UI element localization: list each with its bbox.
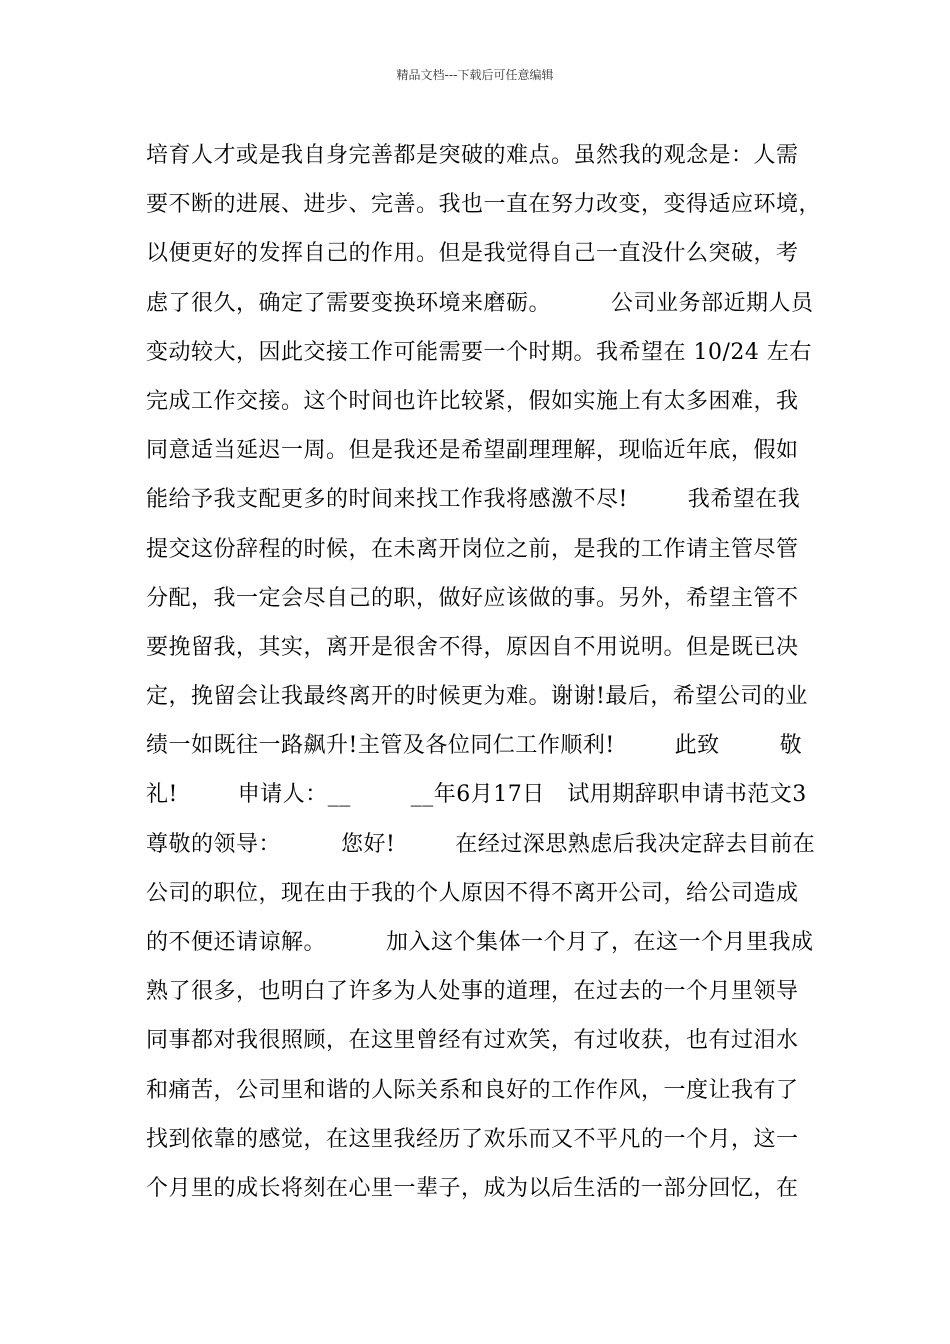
text-line: 和痛苦，公司里和谐的人际关系和良好的工作作风，一度让我有了 [146, 1077, 799, 1103]
text-line: 礼! 申请人：__ __年6月17日 试用期辞职申请书范文3 [146, 782, 807, 808]
text-line: 找到依靠的感觉，在这里我经历了欢乐而又不平凡的一个月，这一 [146, 1126, 799, 1152]
text-line: 个月里的成长将刻在心里一辈子，成为以后生活的一部分回忆，在 [146, 1175, 799, 1201]
text-line: 熟了很多，也明白了许多为人处事的道理，在过去的一个月里领导 [146, 979, 799, 1005]
text-line: 培育人才或是我自身完善都是突破的难点。虽然我的观念是：人需 [146, 143, 799, 168]
text-line: 要不断的进展、进步、完善。我也一直在努力改变，变得适应环境， [146, 192, 822, 218]
text-line: 公司的职位，现在由于我的个人原因不得不离开公司，给公司造成 [146, 880, 799, 906]
text-line: 分配，我一定会尽自己的职，做好应该做的事。另外，希望主管不 [146, 585, 799, 611]
text-line: 变动较大，因此交接工作可能需要一个时期。我希望在 10/24 左右 [146, 339, 812, 365]
text-line: 完成工作交接。这个时间也许比较紧，假如实施上有太多困难，我 [146, 388, 799, 414]
text-line: 同事都对我很照顾，在这里曾经有过欢笑，有过收获，也有过泪水 [146, 1028, 799, 1054]
text-line: 提交这份辞程的时候，在未离开岗位之前，是我的工作请主管尽管 [146, 536, 799, 562]
text-line: 要挽留我，其实，离开是很舍不得，原因自不用说明。但是既已决 [146, 634, 799, 660]
text-line: 定，挽留会让我最终离开的时候更为难。谢谢!最后，希望公司的业 [146, 684, 808, 710]
text-line: 的不便还请谅解。 加入这个集体一个月了，在这一个月里我成 [146, 930, 814, 955]
body-text [146, 131, 822, 1213]
text-line: 同意适当延迟一周。但是我还是希望副理理解，现临近年底，假如 [146, 438, 799, 464]
text-line: 尊敬的领导： 您好! 在经过深思熟虑后我决定辞去目前在 [146, 831, 816, 857]
text-line: 虑了很久，确定了需要变换环境来磨砺。 公司业务部近期人员 [146, 290, 814, 316]
text-line: 能给予我支配更多的时间来找工作我将感激不尽! 我希望在我 [146, 487, 801, 513]
text-line: 绩一如既往一路飙升!主管及各位同仁工作顺利! 此致 敬 [146, 733, 803, 759]
text-line: 以便更好的发挥自己的作用。但是我觉得自己一直没什么突破，考 [146, 241, 799, 267]
page-header: 精品文档---下载后可任意编辑 [396, 68, 554, 82]
